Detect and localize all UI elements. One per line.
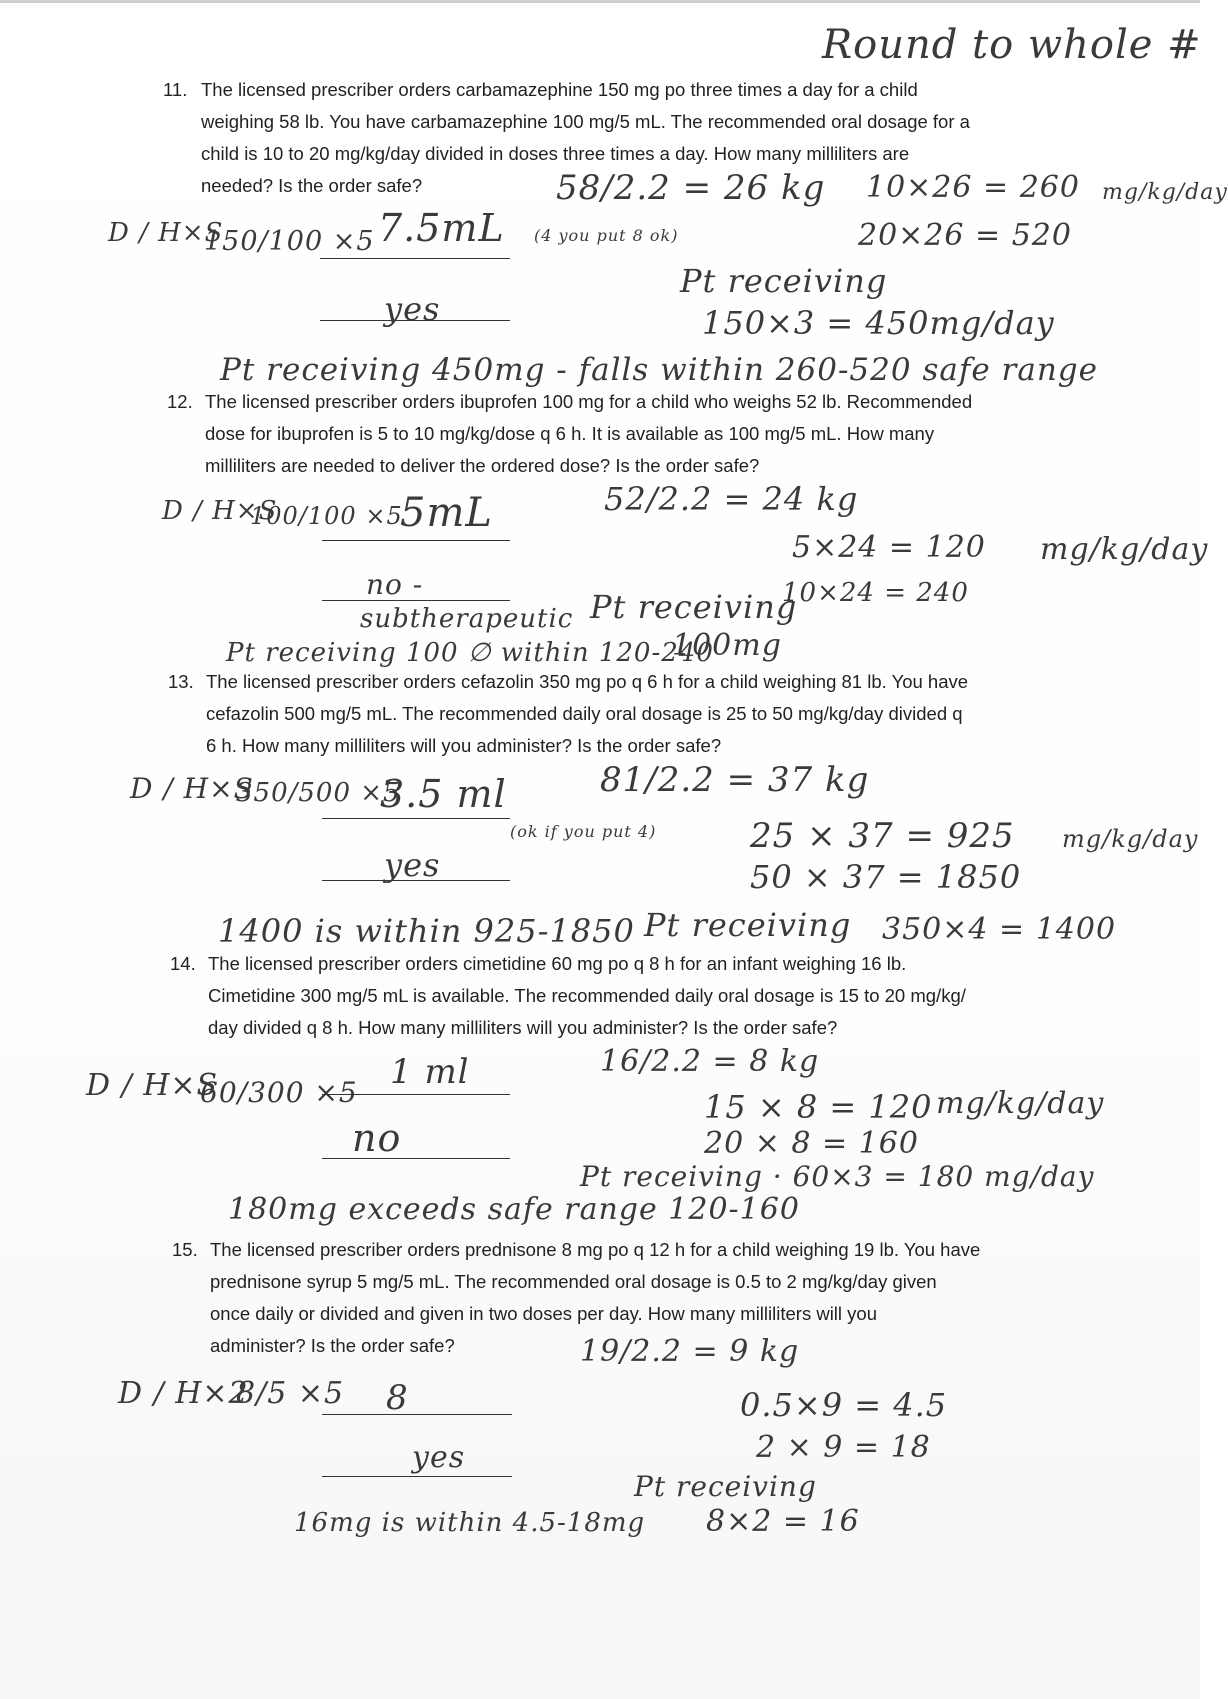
range-low: 5×24 = 120 — [792, 530, 986, 565]
pt-calc: Pt receiving · 60×3 = 180 mg/day — [580, 1160, 1095, 1193]
problem-number: 14. — [170, 953, 196, 974]
answer-safe: yes — [384, 290, 441, 328]
answer-blank-safe — [322, 1476, 512, 1477]
problem-number: 11. — [163, 79, 188, 100]
problem-line: The licensed prescriber orders cefazolin 350 mg po q 6 h for a child weighing 81 lb. You have — [206, 671, 969, 692]
problem-number: 13. — [168, 671, 194, 692]
weight-calc: 81/2.2 = 37 kg — [600, 760, 870, 800]
formula: D / H×2 — [118, 1376, 249, 1411]
range-unit: mg/kg/day — [1062, 825, 1199, 853]
range-high: 20 × 8 = 160 — [704, 1126, 919, 1161]
conclusion: 16mg is within 4.5-18mg — [294, 1508, 646, 1538]
pt-calc: 8×2 = 16 — [706, 1504, 860, 1539]
answer-safe: yes — [384, 846, 441, 884]
answer-blank-ml — [320, 258, 510, 259]
range-unit: mg/kg/day — [1102, 180, 1228, 205]
answer-note: (4 you put 8 ok) — [534, 226, 679, 245]
conclusion: Pt receiving 450mg - falls within 260-520 safe range — [220, 352, 1098, 388]
conclusion: 1400 is within 925-1850 — [218, 912, 635, 950]
range-low: 15 × 8 = 120 — [704, 1088, 933, 1126]
setup: 60/300 ×5 — [200, 1076, 358, 1109]
pt-calc: 100mg — [672, 628, 782, 663]
conclusion: 180mg exceeds safe range 120-160 — [228, 1192, 800, 1227]
problem-line: day divided q 8 h. How many milliliters will you administer? Is the order safe? — [208, 1017, 838, 1038]
problem-14-text — [170, 948, 966, 1044]
formula: D / H×S — [162, 496, 278, 526]
weight-calc: 16/2.2 = 8 kg — [600, 1044, 820, 1079]
formula: D / H×S — [130, 772, 254, 805]
scan-edge — [0, 0, 1200, 3]
answer-blank-ml — [322, 540, 510, 541]
pt-label: Pt receiving — [680, 262, 888, 300]
weight-calc: 52/2.2 = 24 kg — [604, 480, 859, 518]
range-low: 25 × 37 = 925 — [750, 816, 1015, 856]
weight-calc: 19/2.2 = 9 kg — [580, 1334, 800, 1369]
answer-safe-2: subtherapeutic — [360, 604, 574, 634]
setup: 350/500 ×5 — [236, 778, 401, 808]
answer-blank-ml — [322, 818, 510, 819]
range-high: 50 × 37 = 1850 — [750, 858, 1022, 896]
answer-ml: 1 ml — [390, 1052, 470, 1092]
formula: D / H×S — [108, 218, 224, 248]
problem-line: needed? Is the order safe? — [201, 175, 423, 196]
problem-12-text — [167, 386, 973, 482]
answer-blank-safe — [322, 1158, 510, 1159]
problem-line: prednisone syrup 5 mg/5 mL. The recommended oral dosage is 0.5 to 2 mg/kg/day given — [210, 1271, 937, 1292]
range-low: 10×26 = 260 — [866, 170, 1080, 205]
answer-ml: 3.5 ml — [380, 772, 507, 816]
setup: 150/100 ×5 — [204, 226, 375, 257]
problem-13-text — [168, 666, 969, 762]
range-high: 10×24 = 240 — [782, 578, 969, 608]
answer-blank-ml — [322, 1414, 512, 1415]
pt-label: Pt receiving — [634, 1470, 817, 1503]
problem-line: 6 h. How many milliliters will you administer? Is the order safe? — [206, 735, 722, 756]
pt-label: Pt receiving — [590, 588, 798, 626]
formula: D / H×S — [86, 1068, 219, 1103]
range-unit: mg/kg/day — [1040, 532, 1209, 567]
answer-ml: 8 — [386, 1378, 409, 1418]
problem-line: The licensed prescriber orders cimetidine 60 mg po q 8 h for an infant weighing 16 lb. — [208, 953, 907, 974]
problem-line: child is 10 to 20 mg/kg/day divided in doses three times a day. How many milliliters are — [201, 143, 910, 164]
header-note: Round to whole # — [822, 22, 1202, 68]
pt-label: Pt receiving — [644, 906, 852, 944]
problem-line: cefazolin 500 mg/5 mL. The recommended daily oral dosage is 25 to 50 mg/kg/day divided q — [206, 703, 963, 724]
problem-line: Cimetidine 300 mg/5 mL is available. The recommended daily oral dosage is 15 to 20 mg/kg/ — [208, 985, 966, 1006]
pt-calc: 150×3 = 450mg/day — [702, 304, 1055, 342]
answer-ml: 5mL — [400, 490, 493, 536]
weight-calc: 58/2.2 = 26 kg — [556, 168, 826, 208]
range-unit: mg/kg/day — [936, 1086, 1105, 1121]
setup: 100/100 ×5 — [250, 502, 403, 530]
answer-blank-ml — [322, 1094, 510, 1095]
problem-number: 15. — [172, 1239, 198, 1260]
answer-safe: yes — [412, 1440, 466, 1475]
setup: 8/5 ×5 — [236, 1376, 345, 1411]
answer-safe: no — [352, 1116, 402, 1160]
pt-calc: 350×4 = 1400 — [882, 912, 1117, 947]
range-high: 20×26 = 520 — [858, 218, 1072, 253]
answer-note: (ok if you put 4) — [510, 822, 657, 841]
range-low: 0.5×9 = 4.5 — [740, 1386, 948, 1424]
problem-line: milliliters are needed to deliver the ordered dose? Is the order safe? — [205, 455, 760, 476]
answer-ml: 7.5mL — [378, 206, 505, 250]
problem-line: dose for ibuprofen is 5 to 10 mg/kg/dose q 6 h. It is available as 100 mg/5 mL. How many — [205, 423, 935, 444]
problem-number: 12. — [167, 391, 193, 412]
problem-line: The licensed prescriber orders prednisone 8 mg po q 12 h for a child weighing 19 lb. You have — [210, 1239, 981, 1260]
problem-line: once daily or divided and given in two doses per day. How many milliliters will you — [210, 1303, 877, 1324]
conclusion: Pt receiving 100 ∅ within 120-240 — [226, 638, 714, 668]
problem-line: weighing 58 lb. You have carbamazephine 100 mg/5 mL. The recommended oral dosage for a — [201, 111, 970, 132]
range-high: 2 × 9 = 18 — [756, 1430, 931, 1465]
problem-line: The licensed prescriber orders carbamazephine 150 mg po three times a day for a child — [201, 79, 918, 100]
problem-line: administer? Is the order safe? — [210, 1335, 455, 1356]
problem-line: The licensed prescriber orders ibuprofen 100 mg for a child who weighs 52 lb. Recommended — [205, 391, 973, 412]
answer-safe: no - — [366, 568, 424, 601]
